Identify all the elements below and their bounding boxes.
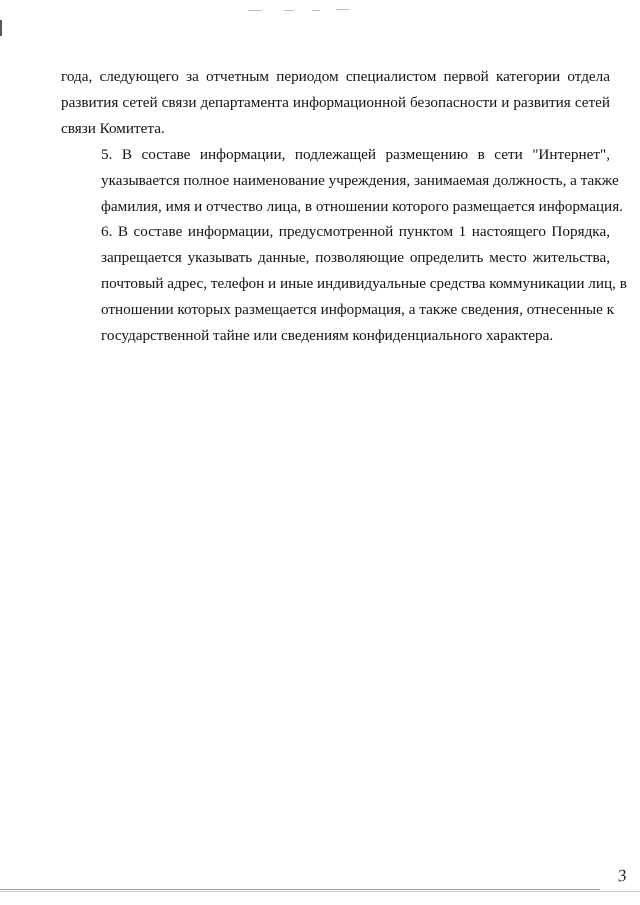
scan-artifact-top: [248, 10, 262, 11]
text-line: развития сетей связи департамента информационной безопасности и развития сетей: [61, 93, 610, 111]
scan-artifact-top: [336, 9, 350, 10]
page-number: 3: [616, 865, 628, 886]
document-body: [61, 64, 627, 349]
text-line: почтовый адрес, телефон и иные индивидуальные средства коммуникации лиц, в: [101, 275, 627, 293]
scan-edge-left: [0, 20, 2, 36]
scan-edge-bottom: [0, 891, 640, 892]
text-line: указывается полное наименование учреждения, занимаемая должность, а также: [101, 171, 619, 189]
text-line: связи Комитета.: [61, 119, 165, 137]
paragraph-continuation: [61, 64, 610, 142]
paragraph-item-5: [61, 142, 623, 220]
text-line: фамилия, имя и отчество лица, в отношении которого размещается информация.: [101, 197, 623, 215]
text-line: запрещается указывать данные, позволяющие определить место жительства,: [101, 249, 610, 267]
scan-artifact-top: [284, 10, 294, 11]
text-line: государственной тайне или сведениям конфиденциального характера.: [101, 327, 554, 345]
scan-edge-bottom: [0, 889, 600, 890]
text-line: отношении которых размещается информация, а также сведения, отнесенные к: [101, 301, 615, 319]
text-line: 5. В составе информации, подлежащей размещению в сети "Интернет",: [101, 145, 610, 163]
scan-artifact-top: [312, 10, 320, 11]
text-line: года, следующего за отчетным периодом специалистом первой категории отдела: [61, 68, 610, 85]
text-line: 6. В составе информации, предусмотренной пунктом 1 настоящего Порядка,: [101, 223, 610, 241]
paragraph-item-6: [61, 219, 627, 349]
